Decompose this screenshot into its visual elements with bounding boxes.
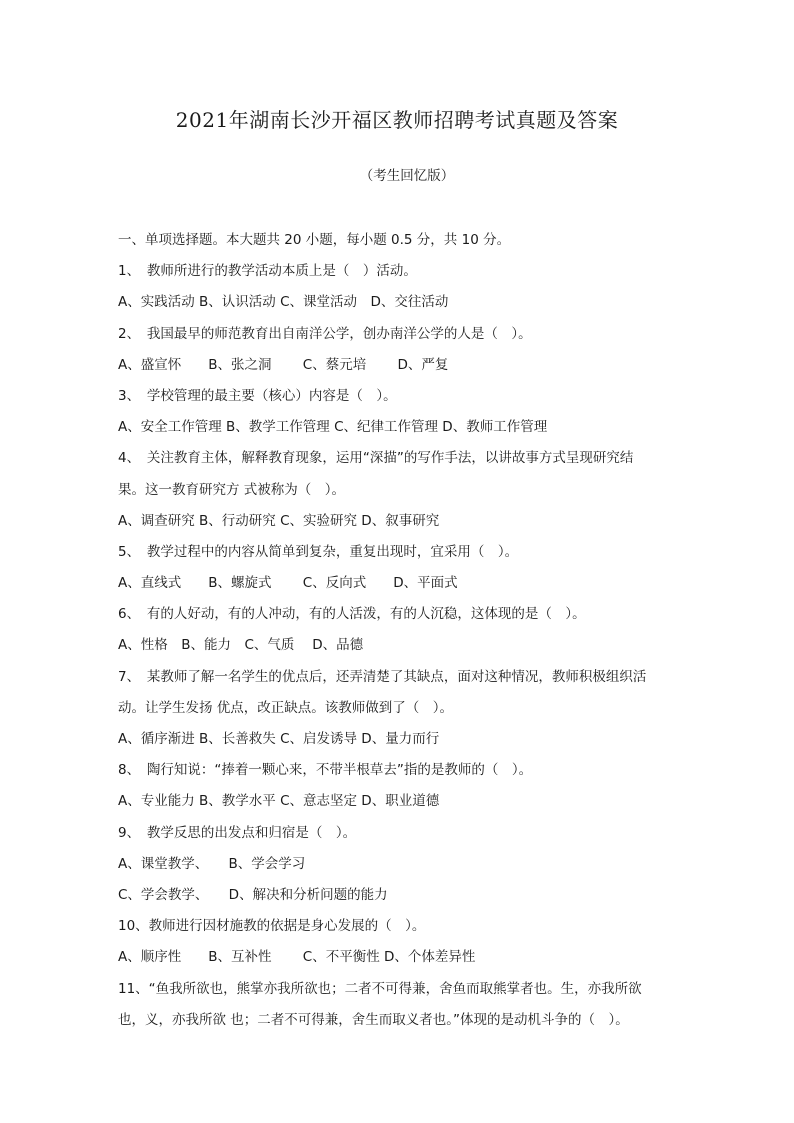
- question-8-options: A、专业能力 B、教学水平 C、意志坚定 D、职业道德: [118, 793, 440, 810]
- question-11: 11、“鱼我所欲也，熊掌亦我所欲也；二者不可得兼，舍鱼而取熊掌者也。生，亦我所欲: [118, 980, 642, 997]
- question-5-options: A、直线式 B、螺旋式 C、反向式 D、平面式: [118, 575, 458, 592]
- question-10-options: A、顺序性 B、互补性 C、不平衡性 D、个体差异性: [118, 949, 476, 966]
- question-4-options: A、调查研究 B、行动研究 C、实验研究 D、叙事研究: [118, 512, 440, 529]
- document-body: [118, 225, 688, 1036]
- question-9: 9、 教学反思的出发点和归宿是（ ）。: [118, 824, 357, 841]
- question-2: 2、 我国最早的师范教育出自南洋公学，创办南洋公学的人是（ ）。: [118, 325, 532, 342]
- question-8: 8、 陶行知说：“捧着一颗心来，不带半根草去”指的是教师的（ ）。: [118, 762, 533, 779]
- question-1: 1、 教师所进行的教学活动本质上是（ ）活动。: [118, 263, 417, 280]
- document-subtitle: （考生回忆版）: [359, 168, 455, 184]
- question-9-options-cd: C、学会教学、 D、解决和分析问题的能力: [118, 886, 388, 903]
- question-3: 3、 学校管理的最主要（核心）内容是（ ）。: [118, 387, 397, 404]
- question-3-options: A、安全工作管理 B、教学工作管理 C、纪律工作管理 D、教师工作管理: [118, 419, 548, 436]
- question-2-options: A、盛宣怀 B、张之洞 C、蔡元培 D、严复: [118, 356, 449, 373]
- question-10: 10、教师进行因材施教的依据是身心发展的（ ）。: [118, 918, 426, 935]
- question-5: 5、 教学过程中的内容从简单到复杂，重复出现时，宜采用（ ）。: [118, 543, 519, 560]
- question-7-options: A、循序渐进 B、长善救失 C、启发诱导 D、量力而行: [118, 731, 440, 747]
- section-heading: 一、单项选择题。本大题共 20 小题，每小题 0.5 分，共 10 分。: [118, 232, 511, 248]
- question-6-options: A、性格 B、能力 C、气质 D、品德: [118, 637, 364, 654]
- question-11-continued: 也，义，亦我所欲 也；二者不可得兼，舍生而取义者也。”体现的是动机斗争的（ ）。: [118, 1011, 629, 1028]
- question-4: 4、 关注教育主体，解释教育现象，运用“深描”的写作手法，以讲故事方式呈现研究结: [118, 450, 634, 467]
- question-7: 7、 某教师了解一名学生的优点后，还弄清楚了其缺点，面对这种情况，教师积极组织活: [118, 668, 647, 685]
- question-4-continued: 果。这一教育研究方 式被称为（ ）。: [118, 481, 346, 498]
- question-9-options-ab: A、课堂教学、 B、学会学习: [118, 855, 306, 872]
- question-1-options: A、实践活动 B、认识活动 C、课堂活动 D、交往活动: [118, 294, 449, 311]
- question-6: 6、 有的人好动，有的人冲动，有的人活泼，有的人沉稳，这体现的是（ ）。: [118, 606, 586, 623]
- question-7-continued: 动。让学生发扬 优点，改正缺点。该教师做到了（ ）。: [118, 699, 454, 716]
- document-title: 2021年湖南长沙开福区教师招聘考试真题及答案: [175, 108, 619, 132]
